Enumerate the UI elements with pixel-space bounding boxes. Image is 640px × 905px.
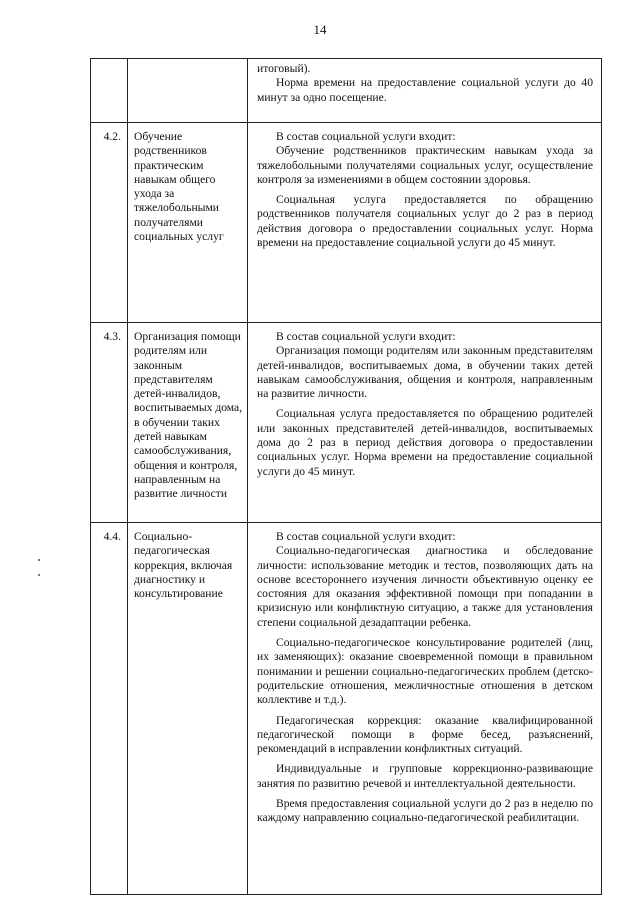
description-paragraph: Педагогическая коррекция: оказание квалифицированной педагогической помощи в форме бесед, разъяснений, рекомендаций в исправлении конфликтных ситуаций. bbox=[257, 713, 593, 756]
description-paragraph: В состав социальной услуги входит: bbox=[276, 330, 456, 343]
service-description bbox=[248, 323, 602, 523]
table-row bbox=[91, 323, 602, 523]
table-row bbox=[91, 59, 602, 123]
row-number bbox=[91, 59, 128, 123]
service-description bbox=[248, 59, 602, 123]
service-description bbox=[248, 123, 602, 323]
row-number: 4.2. bbox=[91, 123, 128, 323]
description-paragraph: Социально-педагогическая диагностика и обследование личности: использование методик и тестов, позволяющих дать на основе всестороннего изучения личности объективную оценку ее состояния для оказания эффективной помощи при попадании в кризисную или конфликтную ситуацию, а также для установления степени социальной дезадаптации ребенка. bbox=[257, 544, 593, 629]
description-paragraph: Социальная услуга предоставляется по обращению родителей или законных представителей детей-инвалидов, воспитываемых дома до 2 раз в период действия договора о предоставлении социальных услуг. Норма времени на предоставление социальной услуги до 45 минут. bbox=[257, 407, 593, 478]
service-description bbox=[248, 523, 602, 895]
description-paragraph: Индивидуальные и групповые коррекционно-развивающие занятия по развитию речевой и интеллектуальной деятельности. bbox=[257, 762, 593, 790]
description-paragraph: итоговый). bbox=[257, 62, 311, 75]
description-paragraph: Социально-педагогическое консультирование родителей (лиц, их заменяющих): оказание своевременной помощи в правильном понимании и решении социально-педагогических проблем (детско-родительские отношения, межличностные отношения в детском коллективе и т.д.). bbox=[257, 636, 593, 707]
scan-speck bbox=[38, 559, 40, 561]
page-number: 14 bbox=[313, 22, 327, 37]
table-row bbox=[91, 523, 602, 895]
scan-speck bbox=[38, 574, 40, 576]
services-table bbox=[90, 58, 602, 895]
description-paragraph: Обучение родственников практическим навыкам ухода за тяжелобольными получателями социальных услуг, осуществление контроля за изменениями в общем состоянии здоровья. bbox=[257, 144, 593, 186]
row-number: 4.3. bbox=[91, 323, 128, 523]
service-name: Обучение родственников практическим навыкам общего ухода за тяжелобольными получателями социальных услуг bbox=[128, 123, 248, 323]
table-row bbox=[91, 123, 602, 323]
service-name: Организация помощи родителям или законным представителям детей-инвалидов, воспитываемых дома, в обучении таких детей навыкам самообслуживания, общения и контроля, направленным на развитие личности bbox=[128, 323, 248, 523]
description-paragraph: В состав социальной услуги входит: bbox=[276, 530, 456, 543]
description-paragraph: Норма времени на предоставление социальной услуги до 40 минут за одно посещение. bbox=[257, 76, 593, 104]
description-paragraph: Время предоставления социальной услуги до 2 раз в неделю по каждому направлению социально-педагогической реабилитации. bbox=[257, 797, 593, 825]
description-paragraph: Организация помощи родителям или законным представителям детей-инвалидов, воспитываемых дома, в обучении таких детей навыкам самообслуживания, общения и контроля, направленным на развитие личности. bbox=[257, 344, 593, 401]
service-name: Социально-педагогическая коррекция, включая диагностику и консультирование bbox=[128, 523, 248, 895]
row-number: 4.4. bbox=[91, 523, 128, 895]
description-paragraph: В состав социальной услуги входит: bbox=[276, 130, 456, 143]
service-name bbox=[128, 59, 248, 123]
description-paragraph: Социальная услуга предоставляется по обращению родственников получателя социальных услуг до 2 раз в период действия договора о предоставлении социальных услуг. Норма времени на предоставление социальной услуги до 45 минут. bbox=[257, 193, 593, 250]
